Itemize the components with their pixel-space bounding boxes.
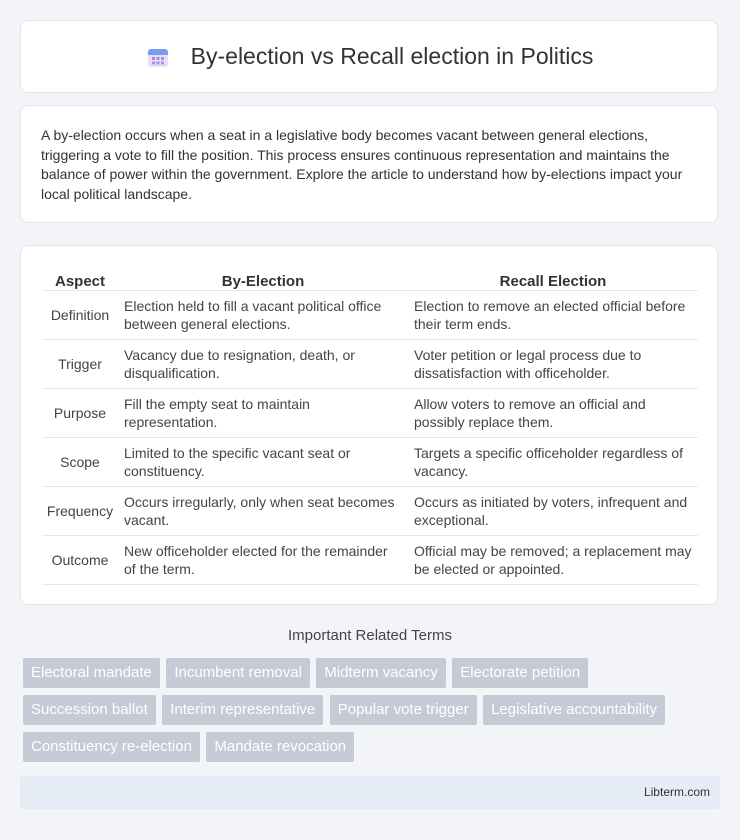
term-tag[interactable]: Popular vote trigger: [330, 695, 477, 725]
table-cell: Outcome: [42, 536, 118, 585]
table-cell: Fill the empty seat to maintain representation.: [118, 389, 408, 438]
header-recall-election: Recall Election: [408, 266, 698, 291]
table-cell: Occurs as initiated by voters, infrequent and exceptional.: [408, 487, 698, 536]
footer: [20, 776, 720, 809]
table-cell: Purpose: [42, 389, 118, 438]
term-tag[interactable]: Midterm vacancy: [316, 658, 445, 688]
table-row: [42, 487, 698, 536]
term-tag[interactable]: Mandate revocation: [206, 732, 354, 762]
table-cell: Vacancy due to resignation, death, or disqualification.: [118, 340, 408, 389]
comparison-card: [20, 245, 718, 605]
term-tag[interactable]: Interim representative: [162, 695, 323, 725]
term-tag[interactable]: Constituency re-election: [23, 732, 200, 762]
table-cell: Limited to the specific vacant seat or constituency.: [118, 438, 408, 487]
table-cell: Targets a specific officeholder regardless of vacancy.: [408, 438, 698, 487]
table-cell: Allow voters to remove an official and possibly replace them.: [408, 389, 698, 438]
calendar-icon: [145, 44, 171, 70]
table-cell: New officeholder elected for the remainder of the term.: [118, 536, 408, 585]
related-terms-heading: Important Related Terms: [288, 627, 452, 644]
title-card: [20, 20, 718, 93]
table-row: [42, 389, 698, 438]
table-cell: Definition: [42, 291, 118, 340]
header-by-election: By-Election: [118, 266, 408, 291]
footer-site-link[interactable]: Libterm.com: [643, 785, 710, 799]
related-terms-list: [23, 658, 723, 769]
term-tag[interactable]: Legislative accountability: [483, 695, 665, 725]
comparison-table: [42, 266, 698, 585]
table-cell: Voter petition or legal process due to dissatisfaction with officeholder.: [408, 340, 698, 389]
intro-paragraph: A by-election occurs when a seat in a legislative body becomes vacant between general elections, triggering a vote to fill the position. This process ensures continuous representation and maintains the balance of power within the government. Explore the article to understand how by-elections impact your local political landscape.: [41, 127, 683, 202]
term-tag[interactable]: Incumbent removal: [166, 658, 310, 688]
table-header-row: [42, 266, 698, 291]
table-cell: Frequency: [42, 487, 118, 536]
table-cell: Occurs irregularly, only when seat becomes vacant.: [118, 487, 408, 536]
table-row: [42, 340, 698, 389]
term-tag[interactable]: Electoral mandate: [23, 658, 160, 688]
page-title: By-election vs Recall election in Politics: [190, 43, 594, 69]
table-cell: Election to remove an elected official before their term ends.: [408, 291, 698, 340]
table-cell: Scope: [42, 438, 118, 487]
table-row: [42, 536, 698, 585]
intro-card: [20, 105, 718, 223]
term-tag[interactable]: Succession ballot: [23, 695, 156, 725]
table-row: [42, 438, 698, 487]
term-tag[interactable]: Electorate petition: [452, 658, 588, 688]
header-aspect: Aspect: [42, 266, 118, 291]
table-cell: Election held to fill a vacant political office between general elections.: [118, 291, 408, 340]
table-row: [42, 291, 698, 340]
table-cell: Official may be removed; a replacement may be elected or appointed.: [408, 536, 698, 585]
table-cell: Trigger: [42, 340, 118, 389]
